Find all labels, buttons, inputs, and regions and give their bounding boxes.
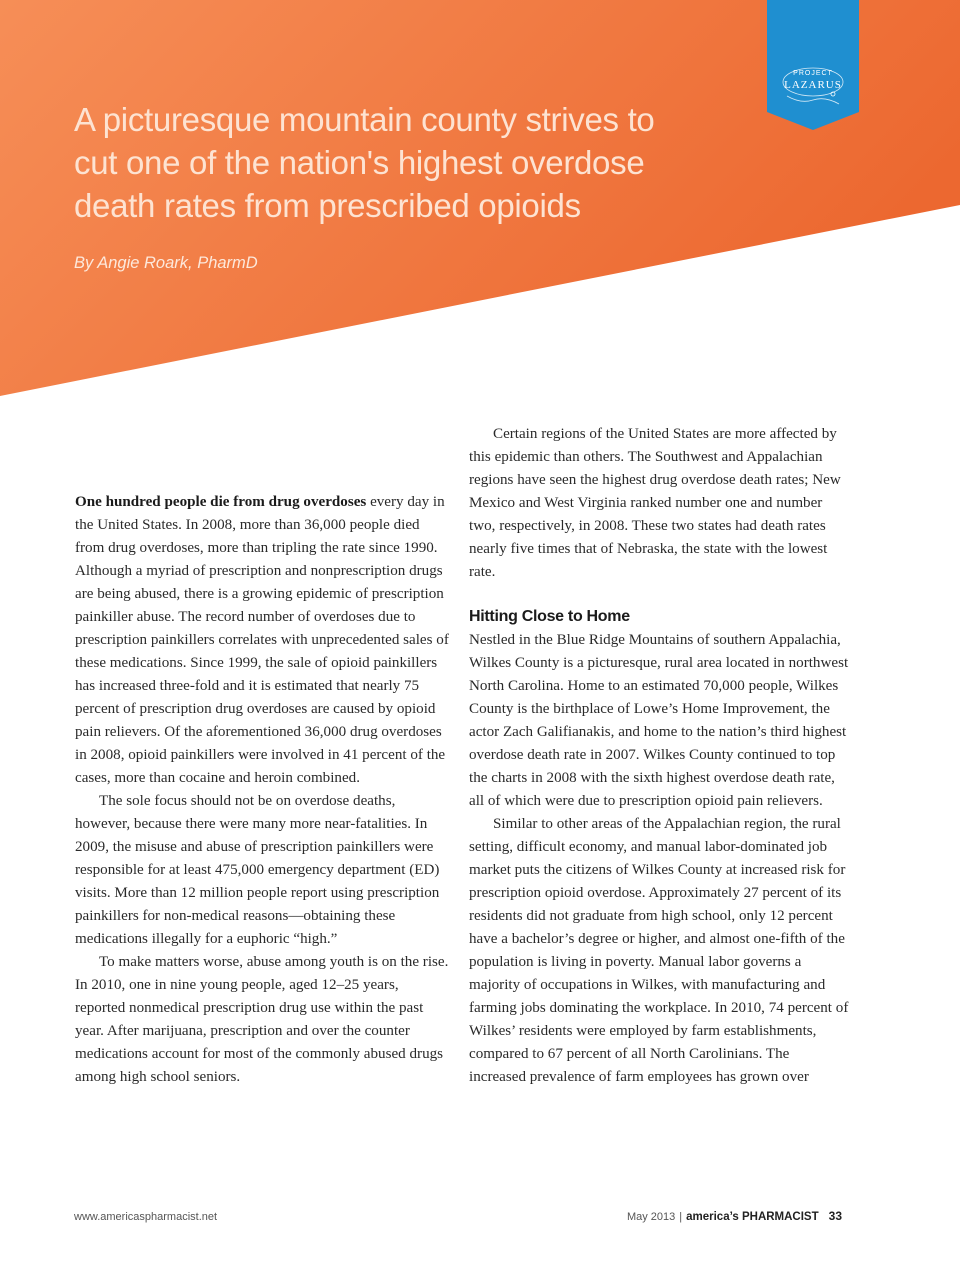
paragraph: Nestled in the Blue Ridge Mountains of southern Appalachia, Wilkes County is a picturesque, rural area located in northwest North Carolina. Home to an estimated 70,000 people, Wilkes County is the birthplace of Lowe’s Home Improvement, the actor Zach Galifianakis, and home to the nation’s third highest overdose death rate in 2007. Wilkes County continued to top the charts in 2008 with the sixth highest overdose death rate, all of which were due to prescription opioid pain relievers.: [469, 632, 849, 809]
paragraph: Certain regions of the United States are more affected by this epidemic than others. The Southwest and Appalachian regions have seen the highest drug overdose death rates; New Mexico and West Virginia ranked number one and number two, respectively, in 2008. These two states had death rates nearly five times that of Nebraska, the state with the lowest rate.: [469, 426, 841, 580]
paragraph: The sole focus should not be on overdose deaths, however, because there were many more near-fatalities. In 2009, the misuse and abuse of prescription painkillers were responsible for at least 475,000 emergency department (ED) visits. More than 12 million people report using prescription painkillers for non-medical reasons—obtaining these medications illegally for a euphoric “high.”: [75, 793, 440, 947]
page-number: 33: [828, 1209, 842, 1223]
project-lazarus-badge: [767, 0, 859, 130]
section-heading: Hitting Close to Home: [469, 608, 630, 625]
paragraph-text: every day in the United States. In 2008, more than 36,000 people died from drug overdoses, more than tripling the rate since 1990. Although a myriad of prescription and nonprescription drugs are being abused, there is a growing epidemic of prescription painkiller abuse. The record number of overdoses due to prescription painkillers correlates with unprecedented sales of these medications. Since 1999, the sale of opioid painkillers has increased three-fold and it is estimated that nearly 75 percent of prescription drug overdoses are caused by opioid pain relievers. Of the aforementioned 36,000 drug overdoses in 2008, opioid painkillers were involved in 41 percent of the cases, more than cocaine and heroin combined.: [75, 494, 449, 786]
article-column-right: [469, 423, 849, 1089]
badge-line-2: LAZARUS: [784, 79, 842, 91]
publication-name: america’s PHARMACIST: [686, 1211, 819, 1223]
lazarus-logo-icon: [767, 0, 859, 130]
article-column-left: [75, 491, 451, 1089]
article-byline: By Angie Roark, PharmD: [74, 254, 258, 272]
badge-line-1: PROJECT: [793, 70, 833, 77]
footer-separator: |: [679, 1211, 683, 1223]
article-title: A picturesque mountain county strives to cut one of the nation's highest overdose death rates from prescribed opioids: [74, 101, 655, 224]
lead-in: One hundred people die from drug overdoses: [75, 494, 367, 510]
paragraph: Similar to other areas of the Appalachian region, the rural setting, difficult economy, and manual labor-dominated job market puts the citizens of Wilkes County at increased risk for prescription opioid overdose. Approximately 27 percent of its residents did not graduate from high school, only 12 percent have a bachelor’s degree or higher, and almost one-fifth of the population is living in poverty. Manual labor governs a majority of occupations in Wilkes, with manufacturing and farming jobs dominating the workplace. In 2010, 74 percent of Wilkes’ residents were employed by farm establishments, compared to 67 percent of all North Carolinians. The increased prevalence of farm employees has grown over: [469, 816, 849, 1085]
issue-date: May 2013: [626, 1211, 676, 1223]
footer-url: www.americaspharmacist.net: [74, 1211, 218, 1223]
paragraph: [75, 491, 451, 790]
paragraph: To make matters worse, abuse among youth is on the rise. In 2010, one in nine young people, aged 12–25 years, reported nonmedical prescription drug use within the past year. After marijuana, prescription and over the counter medications account for most of the commonly abused drugs among high school seniors.: [75, 954, 449, 1085]
footer-info: [627, 1209, 842, 1223]
